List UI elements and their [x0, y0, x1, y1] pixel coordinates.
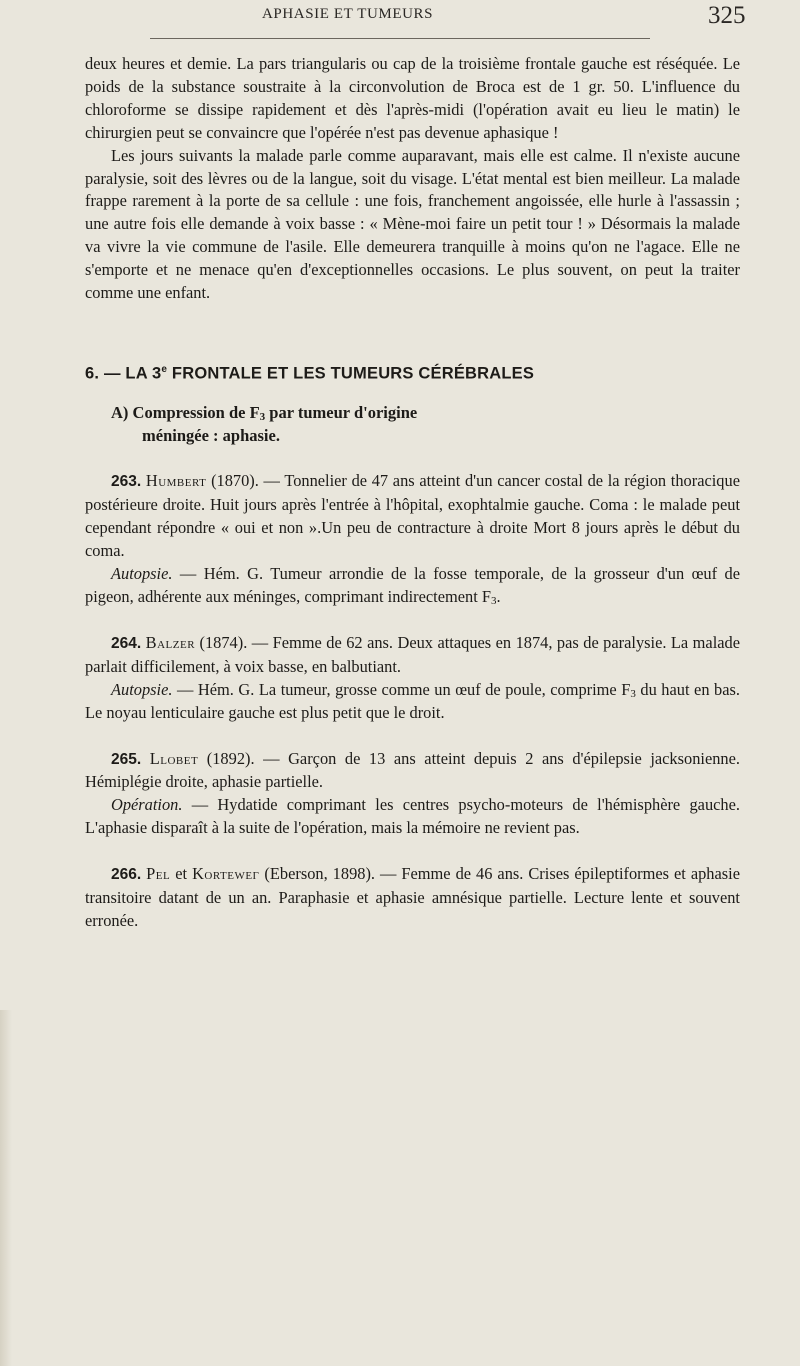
case-author-join: et [170, 864, 193, 884]
case-year: (1870). [211, 471, 259, 491]
case-text: — Tonnelier de 47 ans atteint d'un cancer costal de la région thoracique postérieure droite. Huit jours après l'entrée à l'hôpital, exophtalmie gauche. Coma : le malade peut cependant répondre « oui et non ».Un peu de contracture à droite Mort 8 jours après le début du coma. [85, 471, 740, 561]
case-number: 265. [111, 750, 142, 768]
finding-text: — Hém. G. La tumeur, grosse comme un œuf de poule, comprime $F_3$ du haut en bas. Le noyau lenticulaire gauche est plus petit que le droit. [85, 679, 741, 722]
page-edge-shadow [0, 1010, 12, 1366]
case-author-2: Kortewег [192, 864, 260, 884]
case-author: Pel [146, 864, 171, 884]
case-263 [85, 470, 740, 608]
case-finding [85, 794, 740, 840]
case-266 [85, 863, 740, 933]
case-number: 264. [111, 634, 142, 652]
subsection-heading [111, 401, 740, 447]
section-title: 6. — LA 3e FRONTALE ET LES TUMEURS CÉRÉBRALES [85, 363, 535, 383]
intro-paragraph-2: Les jours suivants la malade parle comme auparavant, mais elle est calme. Il n'existe aucune paralysie, soit des lèvres ou de la langue, soit du visage. L'état mental est bien meilleur. La malade frappe rarement à la porte de sa cellule : une fois, franchement angoissée, elle hurle à l'assassin ; une autre fois elle demande à voix basse : « Mène-moi faire un petit tour ! » Désormais la malade va vivre la vie commune de l'asile. Elle demeurera tranquille à moins qu'on ne l'agace. Elle ne s'emporte et ne menace qu'en d'exceptionnelles occasions. Le plus souvent, on peut la traiter comme une enfant. [85, 145, 740, 303]
subsection-line-1: Compression de $F_3$ par tumeur d'origine [132, 403, 418, 424]
case-year: (1874). [199, 632, 248, 652]
case-year: (Eberson, 1898). [264, 864, 376, 884]
case-text: — Femme de 46 ans. Crises épileptiformes et aphasie transitoire datant de un an. Paraphasie et aphasie amnésique partielle. Lecture lente et souvent erronée. [85, 864, 740, 930]
case-author: Llobet [149, 748, 199, 768]
subsection-prefix: A) [111, 403, 129, 423]
case-number: 266. [111, 866, 142, 884]
case-author: Humbert [145, 471, 207, 491]
running-title: APHASIE ET TUMEURS [262, 6, 434, 22]
case-text: — Femme de 62 ans. Deux attaques en 1874, pas de paralysie. La malade parlait difficilement, à voix basse, en balbutiant. [85, 632, 740, 676]
finding-text: — Hydatide comprimant les centres psycho-moteurs de l'hémisphère gauche. L'aphasie disparaît à la suite de l'opération, mais la mémoire ne revient pas. [85, 795, 740, 838]
case-year: (1892). [206, 748, 255, 768]
case-paragraph [85, 748, 740, 795]
case-finding [85, 563, 740, 609]
intro-paragraph-1: deux heures et demie. La pars triangularis ou cap de la troisième frontale gauche est réséquée. Le poids de la substance soustraite à la circonvolution de Broca est de 1 gr. 50. L'influence du chloroforme se dissipe rapidement et dès l'après-midi (l'opération avait eu lieu le matin) le chirurgien peut se convaincre que l'opérée n'est pas devenue aphasique ! [85, 54, 740, 142]
case-paragraph [85, 632, 740, 679]
case-paragraph [85, 863, 740, 933]
case-finding [85, 679, 740, 725]
finding-label: Autopsie. [111, 564, 173, 584]
case-author: Balzer [145, 632, 196, 652]
case-number: 263. [111, 473, 142, 491]
page-body [85, 53, 740, 933]
case-265 [85, 748, 740, 841]
case-paragraph [85, 470, 740, 563]
case-text: — Garçon de 13 ans atteint depuis 2 ans d'épilepsie jacksonienne. Hémiplégie droite, aphasie partielle. [85, 748, 740, 792]
finding-text: — Hém. G. Tumeur arrondie de la fosse temporale, de la grosseur d'un œuf de pigeon, adhérente aux méninges, comprimant indirectement $F_3$. [85, 564, 740, 607]
running-head [0, 2, 800, 38]
subsection-line-2: méningée : aphasie. [142, 426, 280, 446]
page-number: 325 [708, 2, 746, 29]
finding-label: Opération. [111, 795, 183, 815]
header-rule [150, 38, 650, 39]
finding-label: Autopsie. [111, 679, 173, 699]
case-264 [85, 632, 740, 725]
